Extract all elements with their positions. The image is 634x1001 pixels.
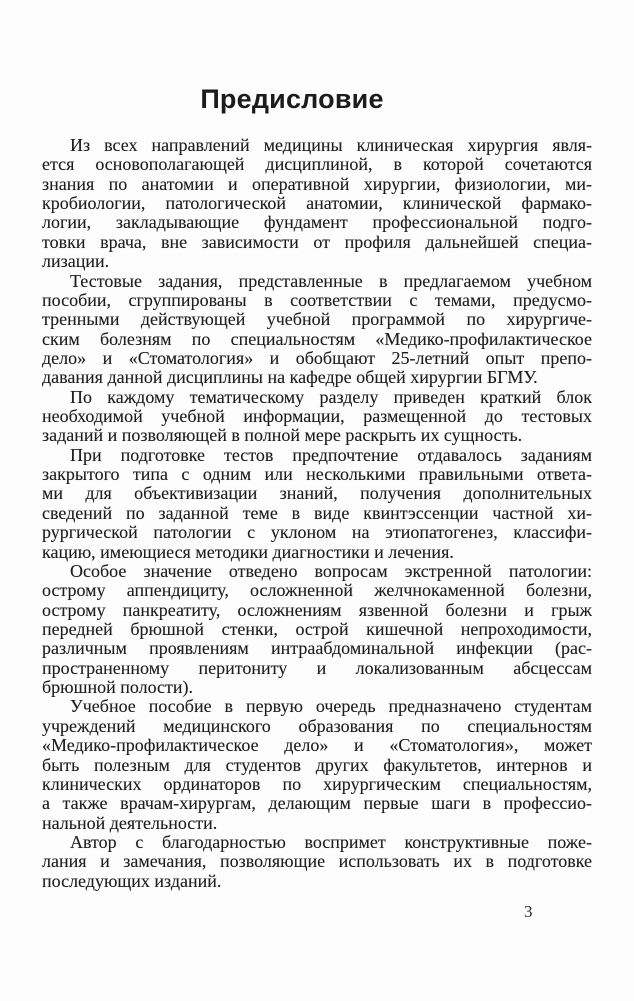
text-line: необходимой учебной информации, размещенной до тестовых: [42, 407, 592, 427]
text-line: быть полезным для студентов других факультетов, интернов и: [42, 755, 592, 775]
text-line: пособии, сгруппированы в соответствии с темами, предусмо-: [42, 290, 592, 310]
body-text: [42, 136, 592, 891]
text-line: По каждому тематическому разделу приведен краткий блок: [70, 387, 592, 407]
text-line: товки врача, вне зависимости от профиля дальнейшей специа-: [42, 232, 592, 252]
page-number: 3: [524, 902, 533, 921]
text-line: острому аппендициту, осложненной желчнокаменной болезни,: [42, 581, 592, 601]
text-line: ется основополагающей дисциплиной, в которой сочетаются: [42, 155, 592, 175]
text-line: клинических ординаторов по хирургическим специальностям,: [42, 774, 592, 794]
text-line: ми для объективизации знаний, получения дополнительных: [42, 484, 592, 504]
paragraph: [42, 697, 592, 833]
paragraph: [42, 446, 592, 562]
text-line: сведений по заданной теме в виде квинтэссенции частной хи-: [42, 503, 592, 523]
text-line: логии, закладывающие фундамент профессиональной подго-: [42, 213, 592, 233]
text-line: Тестовые задания, представленные в предлагаемом учебном: [70, 271, 592, 291]
text-line: ским болезням по специальностям «Медико-профилактическое: [42, 329, 592, 349]
text-line: тренными действующей учебной программой по хирургиче-: [42, 310, 592, 330]
text-line: При подготовке тестов предпочтение отдавалось заданиям: [70, 445, 592, 465]
text-line: закрытого типа с одним или несколькими правильными ответа-: [42, 465, 592, 485]
text-line: рургической патологии с уклоном на этиопатогенез, классифи-: [42, 523, 592, 543]
text-line: а также врачам-хирургам, делающим первые шаги в профессио-: [42, 794, 592, 814]
text-line: последующих изданий.: [42, 871, 222, 891]
paragraph: [42, 272, 592, 388]
text-line: заданий и позволяющей в полной мере раскрыть их сущность.: [42, 426, 523, 446]
text-line: лизации.: [42, 252, 110, 272]
paragraph: [42, 562, 592, 698]
text-line: Особое значение отведено вопросам экстренной патологии:: [70, 561, 592, 581]
text-line: различным проявлениям интраабдоминальной инфекции (рас-: [42, 639, 592, 659]
text-line: давания данной дисциплины на кафедре общей хирургии БГМУ.: [42, 368, 538, 388]
text-line: Из всех направлений медицины клиническая хирургия явля-: [70, 136, 592, 155]
text-line: пространенному перитониту и локализованным абсцессам: [42, 658, 592, 678]
text-line: брюшной полости).: [42, 678, 194, 698]
text-line: «Медико-профилактическое дело» и «Стоматология», может: [42, 736, 592, 756]
text-line: знания по анатомии и оперативной хирургии, физиологии, ми-: [42, 174, 592, 194]
text-line: нальной деятельности.: [42, 813, 218, 833]
text-line: кацию, имеющиеся методики диагностики и лечения.: [42, 542, 454, 562]
text-line: Автор с благодарностью воспримет конструктивные поже-: [70, 832, 592, 852]
text-line: кробиологии, патологической анатомии, клинической фармако-: [42, 194, 592, 214]
text-line: учреждений медицинского образования по специальностям: [42, 716, 592, 736]
text-line: Учебное пособие в первую очередь предназначено студентам: [70, 697, 592, 717]
page-title: Предисловие: [200, 84, 384, 114]
paragraph: [42, 136, 592, 272]
text-line: лания и замечания, позволяющие использовать их в подготовке: [42, 852, 592, 872]
paragraph: [42, 833, 592, 891]
paragraph: [42, 388, 592, 446]
text-line: острому панкреатиту, осложнениям язвенной болезни и грыж: [42, 600, 592, 620]
text-line: передней брюшной стенки, острой кишечной непроходимости,: [42, 619, 592, 639]
text-line: дело» и «Стоматология» и обобщают 25-летний опыт препо-: [42, 348, 592, 368]
